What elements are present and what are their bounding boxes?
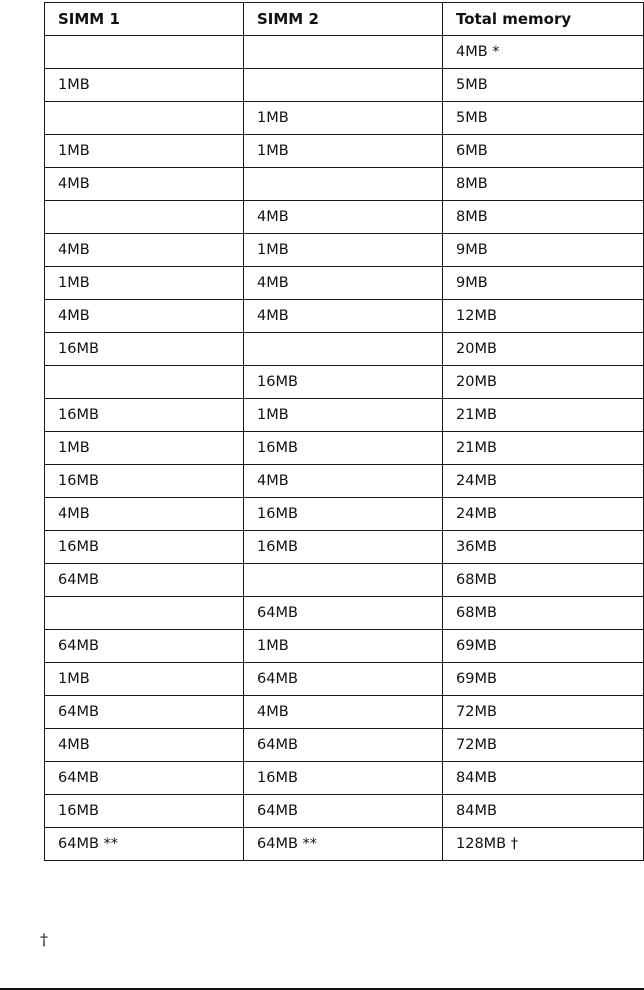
simm2-cell xyxy=(244,69,443,102)
table-row xyxy=(45,465,644,498)
simm1-cell xyxy=(45,597,244,630)
total-memory-cell: 69MB xyxy=(443,663,644,696)
table-row xyxy=(45,696,644,729)
simm1-cell xyxy=(45,102,244,135)
simm1-cell: 1MB xyxy=(45,663,244,696)
total-memory-cell: 69MB xyxy=(443,630,644,663)
simm1-cell xyxy=(45,366,244,399)
total-memory-cell: 5MB xyxy=(443,69,644,102)
total-memory-cell: 72MB xyxy=(443,729,644,762)
memory-configuration-table xyxy=(44,2,644,861)
simm1-cell: 64MB xyxy=(45,762,244,795)
simm2-cell: 4MB xyxy=(244,267,443,300)
simm2-cell: 1MB xyxy=(244,102,443,135)
simm2-cell: 64MB xyxy=(244,795,443,828)
simm2-cell xyxy=(244,36,443,69)
simm1-cell: 1MB xyxy=(45,267,244,300)
simm2-cell: 16MB xyxy=(244,531,443,564)
simm2-cell: 1MB xyxy=(244,234,443,267)
simm1-cell: 16MB xyxy=(45,795,244,828)
simm2-cell: 64MB ** xyxy=(244,828,443,861)
total-memory-cell: 8MB xyxy=(443,201,644,234)
simm2-cell: 1MB xyxy=(244,630,443,663)
table-row xyxy=(45,69,644,102)
table-row xyxy=(45,531,644,564)
total-memory-cell: 24MB xyxy=(443,498,644,531)
simm1-cell: 4MB xyxy=(45,729,244,762)
simm2-cell: 1MB xyxy=(244,135,443,168)
simm2-cell: 4MB xyxy=(244,300,443,333)
total-memory-cell: 9MB xyxy=(443,234,644,267)
column-header-simm2: SIMM 2 xyxy=(244,3,443,36)
table-row xyxy=(45,630,644,663)
total-memory-cell: 21MB xyxy=(443,432,644,465)
total-memory-cell: 8MB xyxy=(443,168,644,201)
simm2-cell: 4MB xyxy=(244,465,443,498)
total-memory-cell: 21MB xyxy=(443,399,644,432)
table-row xyxy=(45,564,644,597)
table-row xyxy=(45,828,644,861)
simm1-cell: 4MB xyxy=(45,234,244,267)
total-memory-cell: 68MB xyxy=(443,597,644,630)
table-row xyxy=(45,366,644,399)
table-row xyxy=(45,36,644,69)
simm2-cell: 64MB xyxy=(244,663,443,696)
table-row xyxy=(45,729,644,762)
table-row xyxy=(45,201,644,234)
simm1-cell: 64MB xyxy=(45,630,244,663)
table-row xyxy=(45,399,644,432)
total-memory-cell: 20MB xyxy=(443,366,644,399)
simm2-cell: 4MB xyxy=(244,201,443,234)
table-row xyxy=(45,168,644,201)
simm1-cell: 16MB xyxy=(45,333,244,366)
simm1-cell: 4MB xyxy=(45,498,244,531)
simm2-cell: 1MB xyxy=(244,399,443,432)
table-row xyxy=(45,234,644,267)
simm2-cell: 4MB xyxy=(244,696,443,729)
table-row xyxy=(45,102,644,135)
simm1-cell: 64MB ** xyxy=(45,828,244,861)
simm1-cell: 4MB xyxy=(45,300,244,333)
simm2-cell: 16MB xyxy=(244,498,443,531)
table-row xyxy=(45,762,644,795)
table-row xyxy=(45,432,644,465)
simm2-cell: 16MB xyxy=(244,366,443,399)
total-memory-cell: 20MB xyxy=(443,333,644,366)
table-body xyxy=(45,36,644,861)
simm1-cell: 16MB xyxy=(45,465,244,498)
dagger-footnote-mark: † xyxy=(40,930,48,949)
total-memory-cell: 5MB xyxy=(443,102,644,135)
table-row xyxy=(45,300,644,333)
table-row xyxy=(45,333,644,366)
simm2-cell: 16MB xyxy=(244,432,443,465)
simm1-cell: 1MB xyxy=(45,69,244,102)
simm1-cell: 1MB xyxy=(45,432,244,465)
simm1-cell xyxy=(45,201,244,234)
total-memory-cell: 84MB xyxy=(443,762,644,795)
simm1-cell: 16MB xyxy=(45,531,244,564)
column-header-total-memory: Total memory xyxy=(443,3,644,36)
simm1-cell: 1MB xyxy=(45,135,244,168)
table-row xyxy=(45,135,644,168)
column-header-simm1: SIMM 1 xyxy=(45,3,244,36)
simm1-cell: 4MB xyxy=(45,168,244,201)
table-row xyxy=(45,663,644,696)
table-row xyxy=(45,597,644,630)
table-header-row xyxy=(45,3,644,36)
total-memory-cell: 24MB xyxy=(443,465,644,498)
total-memory-cell: 36MB xyxy=(443,531,644,564)
simm2-cell: 64MB xyxy=(244,597,443,630)
simm2-cell xyxy=(244,333,443,366)
simm1-cell: 16MB xyxy=(45,399,244,432)
table-row xyxy=(45,498,644,531)
total-memory-cell: 4MB * xyxy=(443,36,644,69)
simm2-cell: 64MB xyxy=(244,729,443,762)
table-row xyxy=(45,795,644,828)
total-memory-cell: 68MB xyxy=(443,564,644,597)
total-memory-cell: 6MB xyxy=(443,135,644,168)
total-memory-cell: 12MB xyxy=(443,300,644,333)
total-memory-cell: 128MB † xyxy=(443,828,644,861)
simm2-cell xyxy=(244,564,443,597)
total-memory-cell: 84MB xyxy=(443,795,644,828)
total-memory-cell: 9MB xyxy=(443,267,644,300)
simm1-cell: 64MB xyxy=(45,564,244,597)
table-row xyxy=(45,267,644,300)
simm2-cell xyxy=(244,168,443,201)
simm1-cell: 64MB xyxy=(45,696,244,729)
simm1-cell xyxy=(45,36,244,69)
simm2-cell: 16MB xyxy=(244,762,443,795)
total-memory-cell: 72MB xyxy=(443,696,644,729)
